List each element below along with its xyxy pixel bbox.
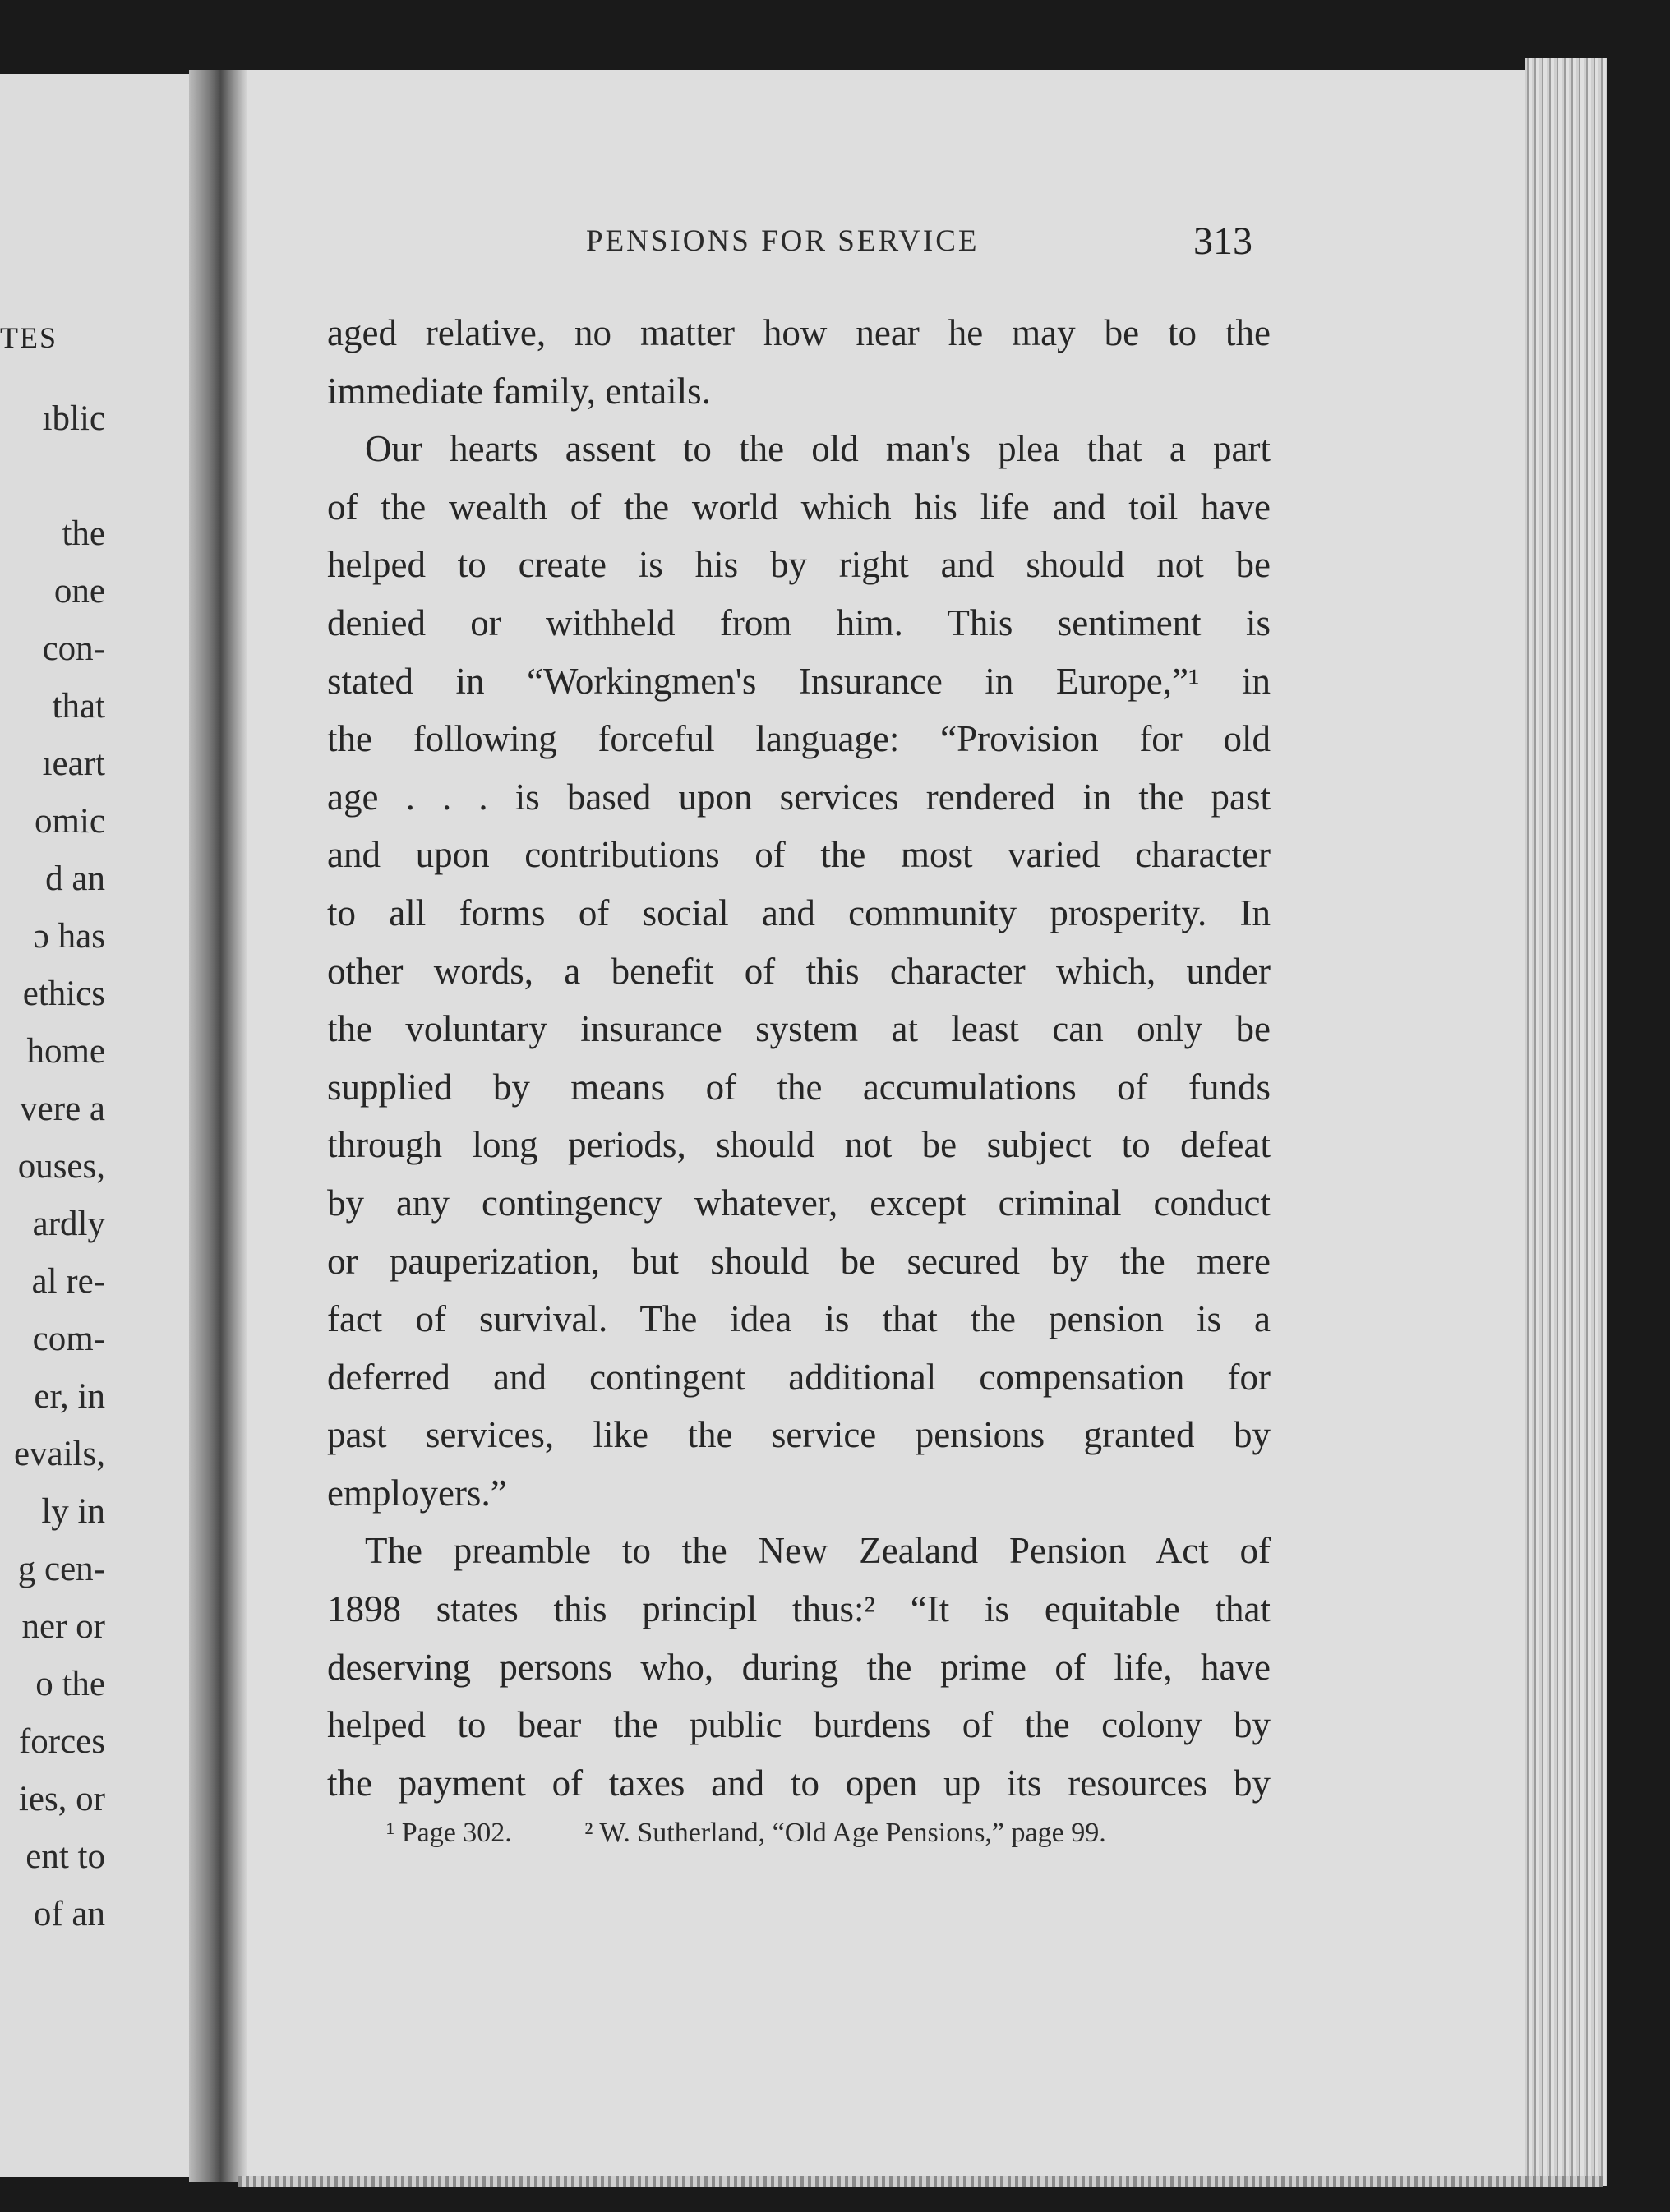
text-line: helped to create is his by right and should not be <box>327 544 1271 586</box>
left-line: con- <box>42 629 105 668</box>
left-line: evails, <box>13 1435 105 1473</box>
text-line: employers.” <box>327 1472 507 1514</box>
left-line: home <box>26 1032 105 1071</box>
text-line: of the wealth of the world which his life and toil have <box>327 486 1271 528</box>
left-line: forces <box>18 1722 105 1761</box>
text-line: The preamble to the New Zealand Pension Act of <box>365 1530 1271 1572</box>
left-running-head: TES <box>0 321 58 354</box>
text-line: 1898 states this principl thus:² “It is equitable that <box>327 1588 1271 1630</box>
left-line: ouses, <box>17 1147 105 1186</box>
left-line: ıeart <box>42 744 105 783</box>
left-line: ardly <box>32 1205 105 1243</box>
text-line: other words, a benefit of this character which, under <box>327 950 1271 992</box>
text-line: the voluntary insurance system at least can only be <box>327 1008 1271 1050</box>
page-number: 313 <box>1193 219 1252 263</box>
text-line: supplied by means of the accumulations of funds <box>327 1066 1271 1108</box>
left-line: d an <box>45 859 105 898</box>
left-page <box>0 74 205 2177</box>
page-edges <box>1525 58 1607 2186</box>
text-line: the following forceful language: “Provision for old <box>327 718 1271 760</box>
text-line: fact of survival. The idea is that the pension is a <box>327 1298 1271 1340</box>
left-line: ethics <box>22 975 105 1013</box>
left-line: ɔ has <box>33 917 105 956</box>
left-line: ies, or <box>18 1780 105 1818</box>
text-line: aged relative, no matter how near he may be to the <box>327 312 1271 353</box>
left-line: the <box>62 514 105 553</box>
left-line: one <box>53 572 105 611</box>
text-line: immediate family, entails. <box>327 370 711 412</box>
left-line: o the <box>35 1665 105 1703</box>
text-line: past services, like the service pensions granted by <box>327 1414 1271 1456</box>
left-line: ly in <box>41 1492 105 1531</box>
text-line: denied or withheld from him. This sentiment is <box>327 601 1271 643</box>
left-line: al re- <box>31 1262 105 1301</box>
left-line: er, in <box>34 1377 105 1416</box>
text-line: through long periods, should not be subject to defeat <box>327 1124 1271 1166</box>
text-line: stated in “Workingmen's Insurance in Europe,”¹ in <box>327 660 1271 702</box>
text-line: Our hearts assent to the old man's plea that a part <box>365 428 1271 470</box>
book-gutter <box>189 70 247 2182</box>
footnotes <box>386 1818 1106 1849</box>
left-line: of an <box>33 1895 105 1933</box>
left-line: that <box>52 687 105 726</box>
left-line: ıblic <box>42 399 105 438</box>
text-line: and upon contributions of the most varied character <box>327 834 1271 876</box>
bottom-page-edge <box>238 2176 1603 2187</box>
left-line: omic <box>35 802 105 841</box>
left-line: com- <box>32 1320 105 1358</box>
text-line: deferred and contingent additional compensation for <box>327 1356 1271 1398</box>
text-line: helped to bear the public burdens of the colony by <box>327 1704 1271 1746</box>
left-line: ner or <box>21 1607 105 1646</box>
footnote-1: ¹ Page 302. <box>386 1818 512 1848</box>
body-text <box>327 304 1271 1812</box>
text-line: deserving persons who, during the prime of life, have <box>327 1646 1271 1688</box>
text-line: to all forms of social and community prosperity. In <box>327 892 1271 933</box>
left-line: vere a <box>20 1090 105 1128</box>
left-line: ent to <box>25 1837 105 1876</box>
text-line: or pauperization, but should be secured by the mere <box>327 1240 1271 1282</box>
running-head: PENSIONS FOR SERVICE <box>586 224 980 258</box>
text-line: by any contingency whatever, except criminal conduct <box>327 1182 1271 1224</box>
text-line: the payment of taxes and to open up its resources by <box>327 1762 1271 1804</box>
left-page-text <box>0 399 105 1952</box>
left-line <box>0 456 105 514</box>
left-line: g cen- <box>17 1550 105 1588</box>
text-line: age . . . is based upon services rendered in the past <box>327 776 1271 818</box>
footnote-2: ² W. Sutherland, “Old Age Pensions,” page 99. <box>584 1818 1106 1848</box>
